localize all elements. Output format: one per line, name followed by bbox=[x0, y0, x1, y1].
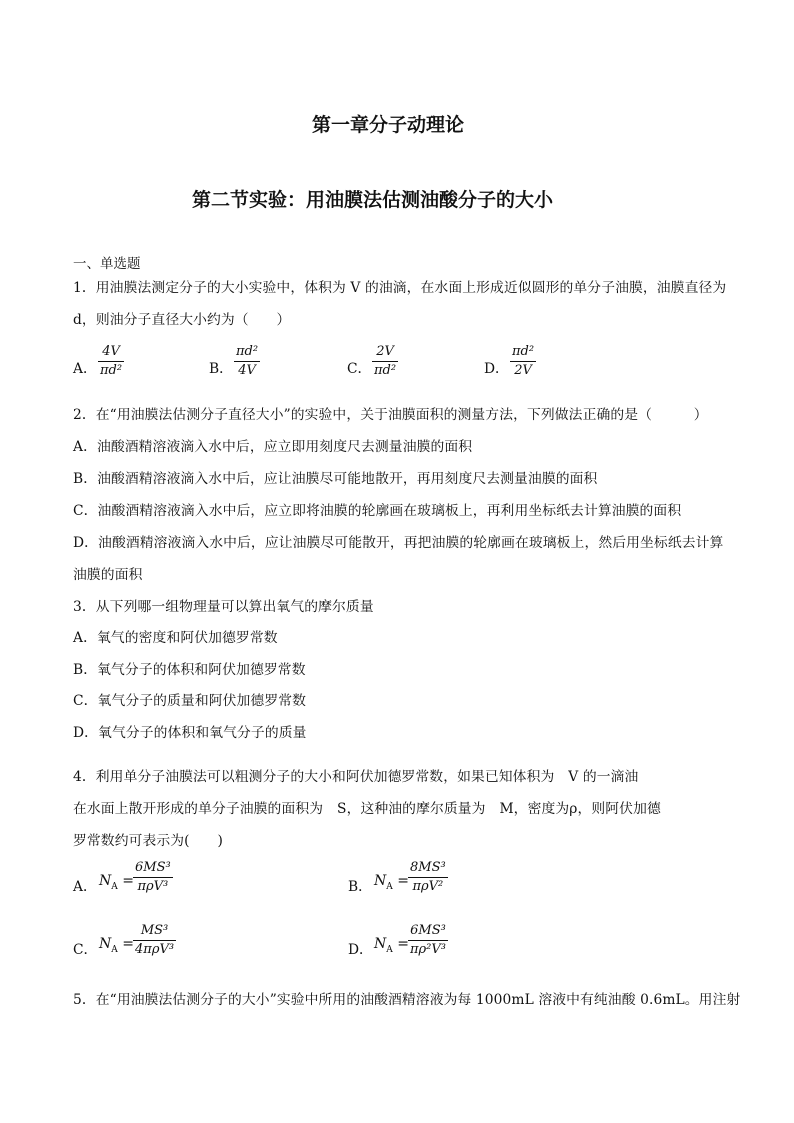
option-label: A． bbox=[73, 879, 97, 895]
numerator: 6MS³ bbox=[410, 923, 446, 938]
q5-stem-line-1: 5．在“用油膜法估测分子的大小”实验中所用的油酸酒精溶液为每 1000mL 溶液中有纯油酸 0.6mL。用注射 bbox=[73, 992, 741, 1008]
q2-option-b: B．油酸酒精溶液滴入水中后，应让油膜尽可能地散开，再用刻度尺去测量油膜的面积 bbox=[73, 471, 598, 487]
denominator: πd² bbox=[100, 363, 123, 378]
q1-stem-line-1: 1．用油膜法测定分子的大小实验中，体积为 V 的油滴，在水面上形成近似圆形的单分子油膜，油膜直径为 bbox=[73, 280, 727, 296]
symbol-n: N bbox=[99, 873, 112, 889]
q3-stem: 3．从下列哪一组物理量可以算出氧气的摩尔质量 bbox=[73, 599, 374, 615]
denominator: πρV² bbox=[412, 879, 444, 894]
avogadro-symbol: $N_A$ = bbox=[374, 936, 409, 955]
symbol-n: N bbox=[374, 873, 387, 889]
option-label: B． bbox=[348, 879, 372, 895]
denominator: πρ²V³ bbox=[410, 942, 446, 957]
option-label: D． bbox=[484, 361, 509, 377]
fraction bbox=[372, 344, 398, 379]
fraction bbox=[408, 923, 448, 958]
avogadro-symbol: $N_A$ = bbox=[99, 936, 134, 955]
q4-stem-line-1: 4．利用单分子油膜法可以粗测分子的大小和阿伏加德罗常数，如果已知体积为 V 的一滴油 bbox=[73, 769, 639, 785]
q2-option-a: A．油酸酒精溶液滴入水中后，应立即用刻度尺去测量油膜的面积 bbox=[73, 439, 473, 455]
q3-option-b: B．氧气分子的体积和阿伏加德罗常数 bbox=[73, 662, 306, 678]
symbol-n: N bbox=[99, 936, 112, 952]
symbol-sub: A bbox=[386, 881, 393, 892]
q1-stem-line-2: d，则油分子直径大小约为（ ） bbox=[73, 312, 291, 328]
fraction bbox=[133, 923, 176, 958]
avogadro-symbol: $N_A$ = bbox=[374, 873, 409, 892]
q3-option-a: A．氧气的密度和阿伏加德罗常数 bbox=[73, 630, 278, 646]
avogadro-symbol: $N_A$ = bbox=[99, 873, 134, 892]
option-label: C． bbox=[73, 942, 98, 958]
symbol-sub: A bbox=[111, 881, 118, 892]
fraction bbox=[510, 344, 536, 379]
symbol-n: N bbox=[374, 936, 387, 952]
q4-stem-line-2: 在水面上散开形成的单分子油膜的面积为 S，这种油的摩尔质量为 M，密度为ρ，则阿伏加德 bbox=[73, 801, 661, 817]
numerator: πd² bbox=[512, 344, 535, 359]
denominator: 4V bbox=[238, 363, 256, 378]
q2-stem: 2．在“用油膜法估测分子直径大小”的实验中，关于油膜面积的测量方法，下列做法正确的是（ ） bbox=[73, 407, 708, 423]
numerator: 8MS³ bbox=[410, 860, 446, 875]
numerator: 6MS³ bbox=[135, 860, 171, 875]
option-label: C． bbox=[347, 361, 372, 377]
chapter-title: 第一章分子动理论 bbox=[312, 114, 465, 136]
q3-option-c: C．氧气分子的质量和阿伏加德罗常数 bbox=[73, 693, 307, 709]
denominator: πd² bbox=[374, 363, 397, 378]
numerator: 2V bbox=[376, 344, 394, 359]
denominator: 2V bbox=[514, 363, 532, 378]
denominator: 4πρV³ bbox=[135, 942, 175, 957]
numerator: 4V bbox=[102, 344, 120, 359]
fraction bbox=[98, 344, 124, 379]
option-label: A． bbox=[73, 361, 97, 377]
q2-option-c: C．油酸酒精溶液滴入水中后，应立即将油膜的轮廓画在玻璃板上，再利用坐标纸去计算油膜的面积 bbox=[73, 503, 682, 519]
numerator: MS³ bbox=[140, 923, 169, 938]
section-title: 第二节实验：用油膜法估测油酸分子的大小 bbox=[192, 189, 554, 211]
denominator: πρV³ bbox=[137, 879, 169, 894]
symbol-sub: A bbox=[111, 944, 118, 955]
q4-stem-line-3: 罗常数约可表示为( ) bbox=[73, 833, 223, 849]
section-heading: 一、单选题 bbox=[73, 256, 141, 272]
q3-option-d: D．氧气分子的体积和氧气分子的质量 bbox=[73, 725, 307, 741]
option-label: B． bbox=[209, 361, 233, 377]
option-label: D． bbox=[348, 942, 373, 958]
symbol-sub: A bbox=[386, 944, 393, 955]
fraction bbox=[408, 860, 448, 895]
fraction bbox=[133, 860, 173, 895]
q2-option-d-line-2: 油膜的面积 bbox=[73, 567, 143, 583]
q2-option-d-line-1: D．油酸酒精溶液滴入水中后，应让油膜尽可能散开，再把油膜的轮廓画在玻璃板上，然后用坐标纸去计算 bbox=[73, 535, 724, 551]
numerator: πd² bbox=[236, 344, 259, 359]
fraction bbox=[234, 344, 260, 379]
